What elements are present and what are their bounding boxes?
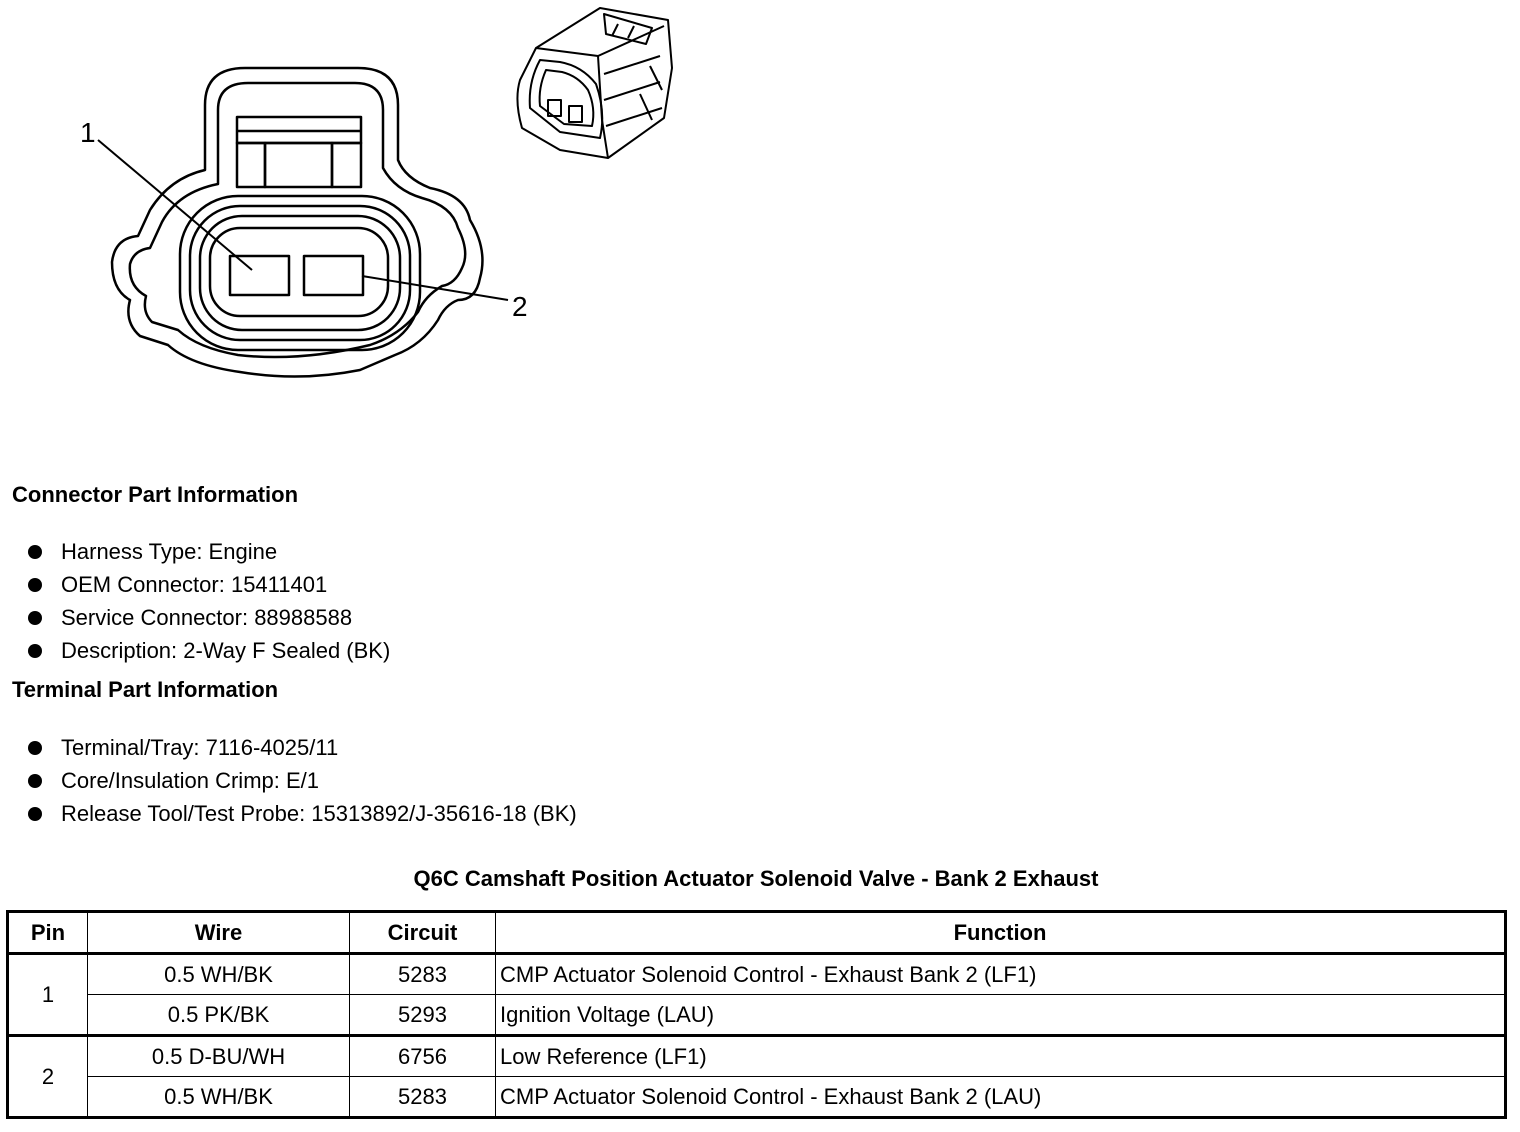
- table-row: [8, 995, 1506, 1036]
- list-item: [28, 601, 390, 634]
- list-item: [28, 568, 390, 601]
- circuit-cell: 6756: [350, 1036, 496, 1077]
- wire-cell: 0.5 D-BU/WH: [88, 1036, 350, 1077]
- bullet-icon: [28, 741, 42, 755]
- latch-right: [332, 143, 361, 187]
- bullet-icon: [28, 545, 42, 559]
- seal-ring-middle: [190, 206, 410, 340]
- header-wire: Wire: [88, 912, 350, 954]
- table-header-row: [8, 912, 1506, 954]
- bullet-icon: [28, 774, 42, 788]
- function-cell: CMP Actuator Solenoid Control - Exhaust Bank 2 (LAU): [496, 1077, 1506, 1118]
- list-item-text: Core/Insulation Crimp: E/1: [61, 768, 319, 793]
- list-item-text: Description: 2-Way F Sealed (BK): [61, 638, 391, 663]
- pin-cell: 2: [8, 1036, 88, 1118]
- wire-cell: 0.5 WH/BK: [88, 1077, 350, 1118]
- terminal-info-heading: Terminal Part Information: [12, 677, 279, 702]
- wire-cell: 0.5 WH/BK: [88, 954, 350, 995]
- connector-3d-view: [517, 8, 672, 158]
- leader-line-2: [362, 276, 508, 300]
- terminal-info-list: [28, 731, 577, 830]
- cavity-outline: [210, 228, 388, 316]
- list-item: [28, 535, 390, 568]
- header-pin: Pin: [8, 912, 88, 954]
- terminal-cavity-1: [230, 256, 289, 295]
- terminal-cavity-2: [304, 256, 363, 295]
- header-circuit: Circuit: [350, 912, 496, 954]
- table-row: [8, 1036, 1506, 1077]
- list-item-text: Terminal/Tray: 7116-4025/11: [61, 735, 339, 760]
- list-item: [28, 797, 577, 830]
- function-cell: Ignition Voltage (LAU): [496, 995, 1506, 1036]
- callout-1: 1: [80, 117, 96, 148]
- bullet-icon: [28, 644, 42, 658]
- circuit-cell: 5293: [350, 995, 496, 1036]
- wire-cell: 0.5 PK/BK: [88, 995, 350, 1036]
- connector-diagram: [0, 0, 700, 400]
- seal-ring-outer: [180, 196, 420, 350]
- pin-cell: 1: [8, 954, 88, 1036]
- list-item-text: Release Tool/Test Probe: 15313892/J-35616-18 (BK): [61, 801, 577, 826]
- list-item-text: Service Connector: 88988588: [61, 605, 353, 630]
- list-item-text: OEM Connector: 15411401: [61, 572, 328, 597]
- latch-middle: [265, 143, 332, 187]
- list-item: [28, 764, 577, 797]
- list-item: [28, 634, 390, 667]
- function-cell: CMP Actuator Solenoid Control - Exhaust Bank 2 (LF1): [496, 954, 1506, 995]
- connector-info-heading: Connector Part Information: [12, 482, 299, 507]
- bullet-icon: [28, 578, 42, 592]
- circuit-cell: 5283: [350, 954, 496, 995]
- list-item: [28, 731, 577, 764]
- function-cell: Low Reference (LF1): [496, 1036, 1506, 1077]
- header-function: Function: [496, 912, 1506, 954]
- leader-line-1: [98, 140, 252, 270]
- bullet-icon: [28, 807, 42, 821]
- pinout-table: [6, 910, 1507, 1119]
- table-row: [8, 954, 1506, 995]
- connector-info-list: [28, 535, 390, 667]
- callout-2: 2: [512, 291, 528, 322]
- table-row: [8, 1077, 1506, 1118]
- circuit-cell: 5283: [350, 1077, 496, 1118]
- latch-left: [237, 143, 265, 187]
- bullet-icon: [28, 611, 42, 625]
- list-item-text: Harness Type: Engine: [61, 539, 278, 564]
- table-title: Q6C Camshaft Position Actuator Solenoid Valve - Bank 2 Exhaust: [413, 866, 1099, 891]
